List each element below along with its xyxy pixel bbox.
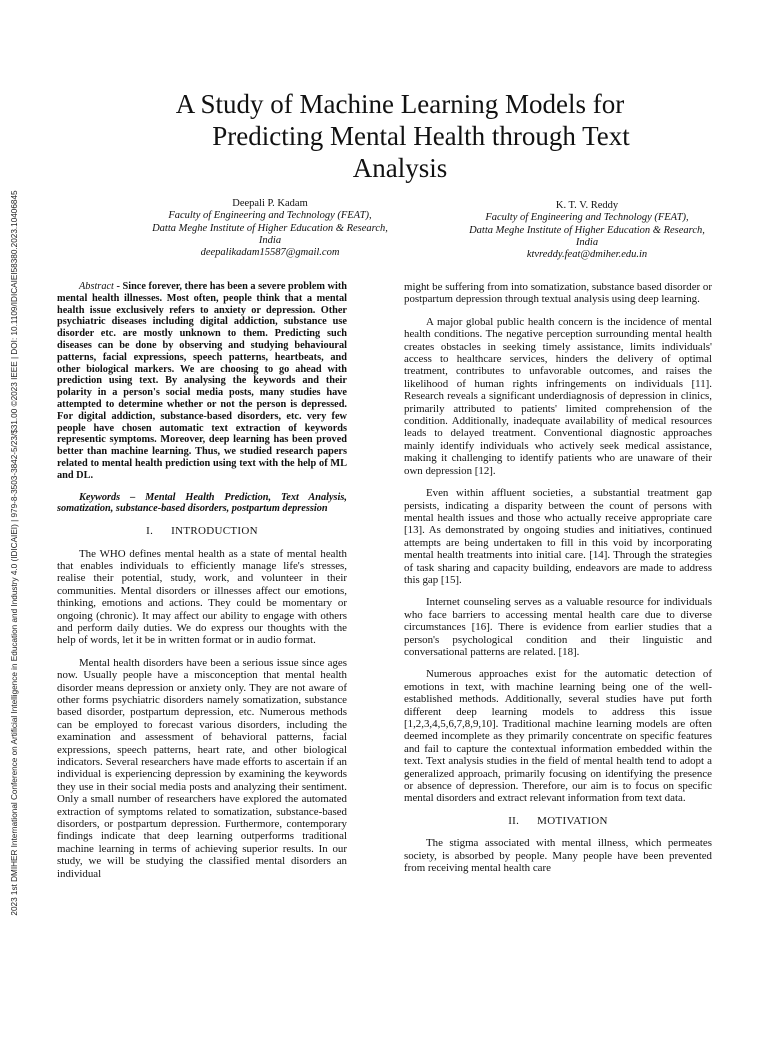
author-email: ktvreddy.feat@dmiher.edu.in [526, 249, 648, 261]
paragraph: The stigma associated with mental illness, which permeates society, is absorbed by people. Many people have been prevented from receiving mental health care [404, 837, 712, 875]
author-block-2 [437, 200, 737, 261]
publication-sidebar: 2023 1st DMIHER International Conference on Artificial Intelligence in Education and Industry 4.0 (IDICAIEI) | 979-8-3503-3842-5/23/$31.00 ©2023 IEEE | DOI: 10.1109/IDICAIEI58380.2023.10406845 [10, 190, 19, 916]
paragraph: The WHO defines mental health as a state of mental health that enables individuals to efficiently manage life's stresses, realise their potential, study, work, and volunteer in their communities. Mental disorders or illnesses affect our emotions, thinking, emotions and actions. They could be momentary or ongoing (chronic). It may affect our ability to engage with others and perform daily duties. We do express our thoughts with the help of words, let it be in written format or in audio format. [57, 547, 347, 647]
right-column [404, 281, 712, 884]
author-name: K. T. V. Reddy [555, 200, 619, 211]
paragraph: Mental health disorders have been a serious issue since ages now. Usually people have a misconception that mental health disorder means depression or anxiety only. They are not aware of other forms psychiatric disorders namely somatization, substance based disorder, postpartum depression, etc. Numerous methods can be employed to forecast various disorders, including the examination and assessment of behavioral patterns, facial expressions, speech patterns, heart rate, and other biological indicators. Several researchers have made efforts to ascertain if an individual is experiencing depression by examining the keywords they use in their social media posts and analyzing their sentiment. Only a small number of researchers have explored the automated extraction of symptoms related to somatization, substance-based disorders, or postpartum depression. Furthermore, contemporary findings indicate that deep learning outperforms traditional machine learning in terms of achieving superior results. In our study, we will be studying the classified mental disorders an individual [57, 656, 347, 880]
author-block-1 [120, 198, 420, 259]
paragraph: A major global public health concern is the incidence of mental health conditions. The negative perception surrounding mental health creates obstacles in seeking timely assistance, limits individuals' access to healthcare services, hinders the delivery of optimal treatment, contributes to unfavorable outcomes, and raises the likelihood of human rights infringements on individuals [11]. Research reveals a significant underdiagnosis of depression in clinics, primarily attributed to patients' limited comprehension of the condition. Additionally, inadequate availability of medical resources leads to delayed treatment. Conventional diagnostic approaches mainly identify individuals who actively seek medical assistance, making it challenging to identify patients who are unaware of their own depression [12]. [404, 315, 712, 477]
author-name: Deepali P. Kadam [232, 198, 308, 209]
author-affiliation: Faculty of Engineering and Technology (FEAT), [168, 210, 372, 222]
section-heading-motivation: II. MOTIVATION [508, 814, 608, 827]
abstract-text: - Since forever, there has been a severe problem with mental health illnesses. Most often, people think that a mental health issue exclusively refers to anxiety or depression. Other psychiatric diseases including digital addiction, substance use disorder etc. are mostly unknown to them. Predicting such diseases can be done by observing and studying behavioural patterns, facial expressions, speech patterns, heartbeats, and other biological markers. We are choosing to go ahead with prediction using text. By analysing the keywords and their polarity in a person's social media posts, many studies have attempted to determine whether or not the person is depressed. For digital addiction, substance-based disorders, etc. very few people have chosen automatic text extraction of keywords representic symptoms. Moreover, deep learning has been proved better than machine learning. Thus, we studied research papers related to mental health prediction using text with the help of ML and DL. [57, 281, 347, 481]
paragraph: might be suffering from into somatization, substance based disorder or postpartum depression through textual analysis using deep learning. [404, 281, 712, 306]
paper-title [60, 88, 740, 184]
paragraph: Internet counseling serves as a valuable resource for individuals who face barriers to accessing mental health care due to diverse circumstances [16]. There is evidence from earlier studies that a person's psychological condition and their linguistic and conversational patterns are related. [18]. [404, 596, 712, 658]
title-line-1: A Study of Machine Learning Models for [175, 89, 625, 119]
title-line-3: Analysis [352, 153, 448, 183]
author-affiliation: Faculty of Engineering and Technology (FEAT), [485, 212, 689, 224]
author-affiliation: Datta Meghe Institute of Higher Education & Research, [152, 222, 388, 234]
abstract [57, 281, 347, 482]
keywords: Keywords – Mental Health Prediction, Text Analysis, somatization, substance-based disorders, postpartum depression [57, 491, 347, 515]
author-country: India [258, 234, 282, 246]
abstract-label: Abstract [79, 281, 114, 292]
paragraph: Even within affluent societies, a substantial treatment gap persists, indicating a disparity between the count of persons with mental health issues and those who actually receive appropriate care [13]. As demonstrated by ongoing studies and initiatives, continued attempts are being undertaken to fill in this void by incorporating mental health treatments into initial care. [14]. Through the strategies of task sharing and capacity building, endeavors are made to address this gap [15]. [404, 487, 712, 586]
author-affiliation: Datta Meghe Institute of Higher Education & Research, [469, 224, 705, 236]
section-heading-introduction: I. INTRODUCTION [146, 525, 258, 538]
left-column [57, 281, 347, 890]
author-country: India [575, 236, 599, 248]
paragraph: Numerous approaches exist for the automatic detection of emotions in text, with machine learning being one of the well-established methods. Additionally, several studies have put forth different deep learning models to address this issue [1,2,3,4,5,6,7,8,9,10]. Traditional machine learning models are often deemed incomplete as they primarily concentrate on specific features and fail to capture the contextual information embedded within the text. Text analysis studies in the field of mental health tend to adopt a generalized approach, primarily focusing on identifying the presence or absence of depression. Therefore, our aim is to focus on specific mental disorders and extract relevant information from text data. [404, 668, 712, 805]
title-line-2: Predicting Mental Health through Text [212, 121, 630, 151]
author-email: deepalikadam15587@gmail.com [200, 247, 340, 259]
